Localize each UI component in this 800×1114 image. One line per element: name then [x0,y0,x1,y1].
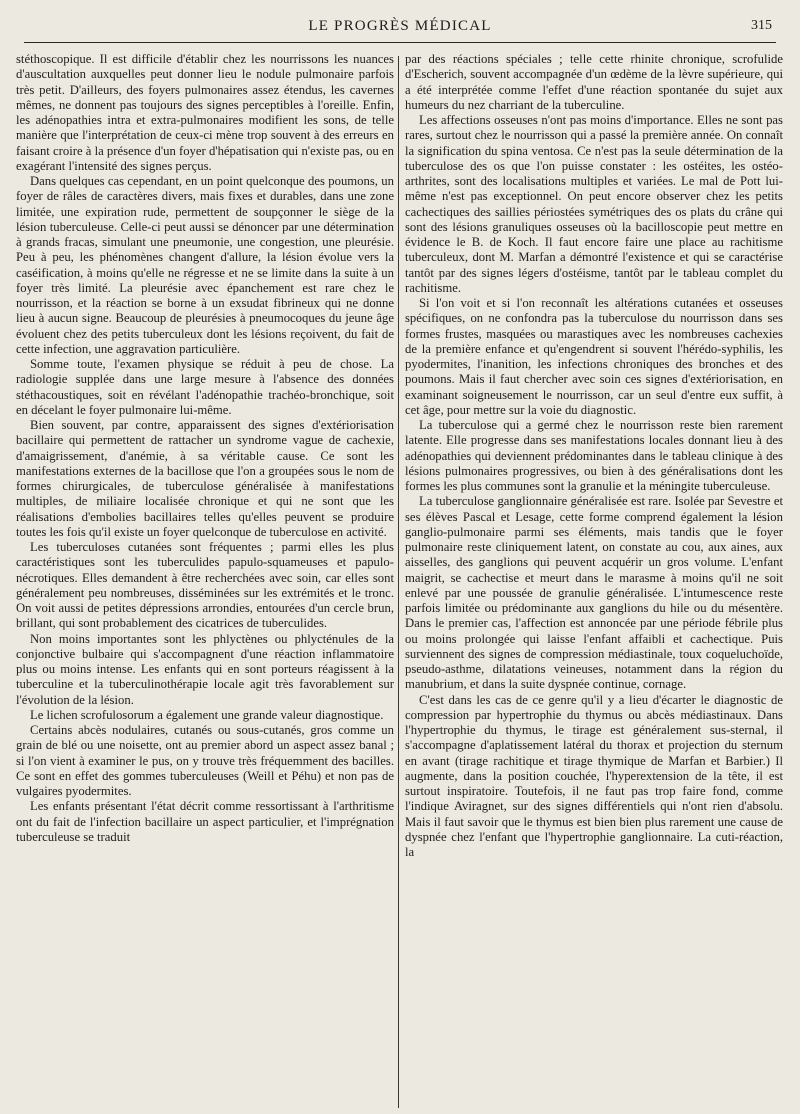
page-header [24,14,776,43]
right-column [405,52,783,860]
paragraph: La tuberculose ganglionnaire généralisée est rare. Isolée par Sevestre et ses élèves Pascal et Lesage, cette forme comprend également la lésion ganglio-pulmonaire parmi ses éléments, mais tandis que le foyer pulmonaire reste cliniquement latent, on constate au cou, aux aines, aux aisselles, des ganglions qui peuvent acquérir un gros volume. L'enfant maigrit, se cachectise et meurt dans le marasme à moins qu'il ne soit enlevé par une poussée de granulie généralisée. L'intumescence reste parfois limitée ou prédominante aux ganglions du hile ou du mésentère. Dans le premier cas, l'affection est annoncée par une période fébrile plus ou moins prolongée qui laisse l'enfant affaibli et cachectique. Puis surviennent des signes de compression médiastinale, toux coqueluchoïde, pseudo-asthme, dilatations veineuses, notamment dans la région du manubrium, et dans la suite dyspnée continue, cornage. [405,494,783,692]
paragraph: La tuberculose qui a germé chez le nourrisson reste bien rarement latente. Elle progresse dans ses manifestations locales donnant lieu à des adénopathies qui deviennent prédominantes dans le tableau clinique à des lésions pulmonaires progressives, ou bien à des généralisations dont les formes les plus communes sont la granulie et la méningite tuberculeuse. [405,418,783,493]
paragraph: Si l'on voit et si l'on reconnaît les altérations cutanées et osseuses spécifiques, on ne confondra pas la tuberculose du nourrisson dans ses formes frustes, masquées ou marastiques avec les nombreuses cachexies de la première enfance et qu'engendrent si souvent l'hérédo-syphilis, les pyodermites, l'inanition, les infections chroniques des bronches et des poumons. Mais il faut chercher avec soin ces signes d'extériorisation, en examinant soigneusement le nourrisson, car un seul d'entre eux suffit, à cet âge, pour mettre sur la voie du diagnostic. [405,296,783,417]
running-title: LE PROGRÈS MÉDICAL [308,18,492,34]
paragraph: par des réactions spéciales ; telle cette rhinite chronique, scrofulide d'Escherich, souvent accompagnée d'un œdème de la lèvre supérieure, qui a été interprétée comme l'effet d'une réaction spontanée du sujet aux humeurs du nez charriant de la tuberculine. [405,52,783,112]
page-number: 315 [751,18,772,33]
paragraph: Les tuberculoses cutanées sont fréquentes ; parmi elles les plus caractéristiques sont les tuberculides papulo-squameuses et papulo-nécrotiques. Elles demandent à être recherchées avec soin, car elles sont généralement peu nombreuses, disséminées sur les extrémités et le tronc. On voit aussi de petites dépressions arrondies, entourées d'un cercle brun, brillant, qui sont probablement des cicatrices de tuberculides. [16,540,394,631]
paragraph: Les enfants présentant l'état décrit comme ressortissant à l'arthritisme ont du fait de l'infection bacillaire un aspect particulier, et l'imprégnation tuberculeuse se traduit [16,799,394,844]
paragraph: Bien souvent, par contre, apparaissent des signes d'extériorisation bacillaire qui permettent de rattacher un syndrome vague de cachexie, d'amaigrissement, d'anémie, à sa véritable cause. Ce sont les manifestations externes de la bacillose que l'on a groupées sous le nom de formes chirurgicales, de tuberculose généralisée à manifestations multiples, de miliaire localisée chronique et qui ne sont que les réalisations d'embolies bacillaires telles qu'elles peuvent se produire toutes les fois qu'il existe un foyer quelconque de tuberculose en activité. [16,418,394,539]
paragraph: stéthoscopique. Il est difficile d'établir chez les nourrissons les nuances d'auscultation auxquelles peut donner lieu le nodule pulmonaire parfois très petit. D'ailleurs, des foyers pulmonaires assez étendus, les cavernes mêmes, ne donnent pas toujours des signes perceptibles à l'oreille. Enfin, les adénopathies intra et extra-pulmonaires modifient les sons, de telle manière que l'interprétation de ceux-ci mène trop souvent à des erreurs en faisant croire à la présence d'un foyer d'hépatisation qui n'existe pas, ou en exagérant l'intensité des signes perçus. [16,52,394,173]
paragraph: C'est dans les cas de ce genre qu'il y a lieu d'écarter le diagnostic de compression par hypertrophie du thymus ou abcès médiastinaux. Dans l'hypertrophie du thymus, le tirage est généralement sus-sternal, il s'accompagne d'aplatissement latéral du thorax et projection du sternum en avant (tirage rachitique et tirage thymique de Marfan et Barbier.) Il augmente, dans la position couchée, l'hyperextension de la tête, il est surtout inspiratoire. Toutefois, il ne faut pas trop faire fond, comme l'indique Aviragnet, sur des signes différentiels qui n'ont rien d'absolu. Mais il faut savoir que le thymus est bien bien plus rarement une cause de dyspnée chez l'enfant que l'hypertrophie ganglionnaire. La cuti-réaction, la [405,692,783,859]
paragraph: Non moins importantes sont les phlyctènes ou phlycténules de la conjonctive bulbaire qui s'accompagnent d'une réaction inflammatoire plus ou moins intense. Les enfants qui en sont porteurs réagissent à la tuberculine et la tuberculinothérapie locale agit très favorablement sur l'évolution de la lésion. [16,631,394,707]
paragraph: Certains abcès nodulaires, cutanés ou sous-cutanés, gros comme un grain de blé ou une noisette, ont au premier abord un aspect assez banal ; si l'on vient à examiner le pus, on y trouve très fréquemment des bacilles. Ce sont en effet des gommes tuberculeuses (Weill et Péhu) et non pas de vulgaires pyodermites. [16,723,394,798]
paragraph: Dans quelques cas cependant, en un point quelconque des poumons, un foyer de râles de caractères divers, mais fixes et durables, dans une zone limitée, une expiration rude, permettent de soupçonner le siège de la lésion tuberculeuse. Celle-ci peut aussi se dénoncer par une détermination à grands fracas, simulant une pneumonie, une congestion, une pleurésie. Peu à peu, les phénomènes changent d'allure, la lésion évolue vers la caséification, à moins qu'elle ne régresse et ne se limite dans la suite à un foyer très limité. La pleurésie avec épanchement est rare chez le nourrisson, et la réaction se borne à un exsudat fibrineux qui ne donne lieu à aucun signe. Beaucoup de pleurésies à pneumocoques du jeune âge évoluent chez des petits tuberculeux dont les lésions reçoivent, du fait de cette infection, une aggravation particulière. [16,174,394,356]
paragraph: Les affections osseuses n'ont pas moins d'importance. Elles ne sont pas rares, surtout chez le nourrisson qui a passé la première année. On connaît la signification du spina ventosa. Ce n'est pas la seule détermination de la tuberculose des os que l'on puisse constater : les ostéites, les ostéo-arthrites, sont des localisations multiples et variées. Le mal de Pott lui-même n'est pas exceptionnel. On peut encore observer chez les petits cachectiques des saillies périostées symétriques des os plats du crâne qui sont des lésions granuliques osseuses où la bacilloscopie peut mettre en évidence le B. de Koch. Il faut encore faire une place au rachitisme tuberculeux, dont M. Marfan a démontré l'existence et qui se caractérise tantôt par des signes légers d'ostéisme, tantôt par le tableau complet du rachitisme. [405,113,783,295]
paragraph: Somme toute, l'examen physique se réduit à peu de chose. La radiologie supplée dans une large mesure à l'absence des données stéthacoustiques, soit en révélant l'adénopathie trachéo-bronchique, soit en décelant le foyer pulmonaire lui-même. [16,357,394,417]
column-divider [398,56,399,1108]
left-column [16,52,394,845]
paragraph: Le lichen scrofulosorum a également une grande valeur diagnostique. [30,707,384,722]
